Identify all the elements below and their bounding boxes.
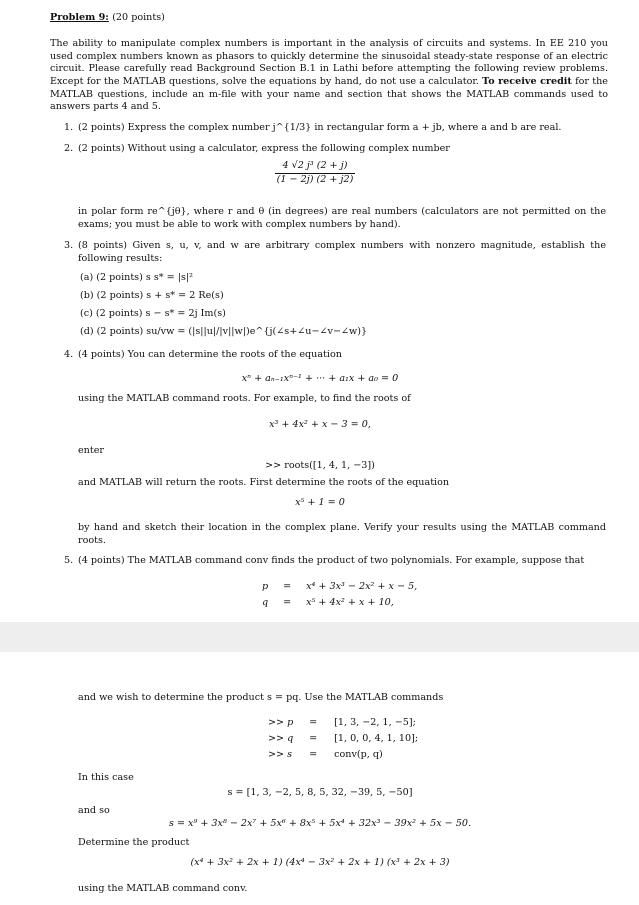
matlab-command-s: >> s = conv(p, q) (268, 749, 383, 760)
polynomial-p-row: p = x⁴ + 3x³ − 2x² + x − 5, (262, 581, 418, 592)
intro-bold: To receive credit (482, 75, 572, 87)
question-4-target-equation: x⁵ + 1 = 0 (295, 497, 345, 508)
fraction-numerator: 4 √2 j³ (2 + j) (275, 160, 356, 174)
problem-title: Problem 9: (50, 12, 109, 23)
question-5-text: (4 points) The MATLAB command conv finds the product of two polynomials. For example, suppose that (78, 555, 585, 566)
question-1-text: (2 points) Express the complex number j^{1/3} in rectangular form a + jb, where a and b are real. (78, 122, 562, 133)
question-4-example-equation: x³ + 4x² + x − 3 = 0, (269, 419, 371, 430)
product-expression: (x⁴ + 3x² + 2x + 1) (4x⁴ − 3x² + 2x + 1) (x³ + 2x + 3) (190, 857, 450, 868)
intro-text: The ability to manipulate complex numbers is important in the analysis of circuits and systems. In EE 210 you used complex numbers known as phasors to quickly determine the sinusoidal steady-state response of an electric circuit. Please carefully read Background Section B.1 in Lathi before attempting the following review problems. Except for the MATLAB questions, solve the equations by hand, do not use a calculator. (50, 38, 608, 87)
question-2-number: 2. (64, 143, 74, 154)
intro-tail: for the MATLAB questions, include an m-file with your name and section that shows the MATLAB commands used to answers parts 4 and 5. (50, 75, 608, 113)
question-3-part-c: (c) (2 points) s − s* = 2j Im(s) (80, 308, 226, 319)
question-3-part-b: (b) (2 points) s + s* = 2 Re(s) (80, 290, 224, 301)
question-4-and: and MATLAB will return the roots. First determine the roots of the equation (78, 477, 450, 488)
using-conv: using the MATLAB command conv. (78, 883, 248, 894)
question-4-enter: enter (78, 445, 104, 456)
question-3-number: 3. (64, 240, 74, 251)
question-2-fraction (250, 160, 380, 186)
determine-product: Determine the product (78, 837, 190, 848)
matlab-command-p: >> p = [1, 3, −2, 1, −5]; (268, 717, 416, 728)
polynomial-p-value: x⁴ + 3x³ − 2x² + x − 5, (306, 581, 418, 592)
question-4-text: (4 points) You can determine the roots of the equation (78, 349, 342, 360)
question-3-part-d: (d) (2 points) su/vw = (|s||u|/|v||w|)e^{j(∠s+∠u−∠v−∠w)} (80, 326, 368, 337)
question-5-number: 5. (64, 555, 74, 566)
question-5-wish: and we wish to determine the product s = pq. Use the MATLAB commands (78, 692, 444, 703)
question-1-number: 1. (64, 122, 74, 133)
question-4-using: using the MATLAB command roots. For example, to find the roots of (78, 393, 411, 404)
polynomial-q-value: x⁵ + 4x² + x + 10, (306, 597, 394, 608)
problem-heading (50, 12, 165, 25)
question-4-by-hand: by hand and sketch their location in the complex plane. Verify your results using the MATLAB command roots. (78, 522, 606, 546)
s-vector: s = [1, 3, −2, 5, 8, 5, 32, −39, 5, −50] (227, 787, 413, 798)
question-4-number: 4. (64, 349, 74, 360)
question-2-text: (2 points) Without using a calculator, express the following complex number (78, 143, 450, 154)
polynomial-q-label: q (262, 597, 269, 608)
in-this-case: In this case (78, 772, 134, 783)
question-2-after: in polar form re^{jθ}, where r and θ (in degrees) are real numbers (calculators are not permitted on the exams; you must be able to work with complex numbers by hand). (78, 206, 606, 230)
matlab-command-q: >> q = [1, 0, 0, 4, 1, 10]; (268, 733, 419, 744)
question-4-command: >> roots([1, 4, 1, −3]) (265, 460, 375, 471)
s-polynomial: s = x⁹ + 3x⁸ − 2x⁷ + 5x⁶ + 8x⁵ + 5x⁴ + 32x³ − 39x² + 5x − 50. (168, 818, 472, 829)
question-4-general-equation: xⁿ + aₙ₋₁xⁿ⁻¹ + ··· + a₁x + a₀ = 0 (241, 373, 399, 384)
page-bottom-section (0, 652, 639, 905)
intro-paragraph (50, 38, 608, 114)
and-so: and so (78, 805, 110, 816)
page-break-gap (0, 622, 639, 652)
polynomial-q-row: q = x⁵ + 4x² + x + 10, (262, 597, 394, 608)
question-3-text: (8 points) Given s, u, v, and w are arbitrary complex numbers with nonzero magnitude, establish the following results: (78, 240, 606, 264)
question-3-part-a: (a) (2 points) s s* = |s|² (80, 272, 193, 283)
polynomial-p-label: p (262, 581, 269, 592)
fraction-denominator: (1 − 2j) (2 + j2) (276, 173, 354, 185)
problem-points: (20 points) (112, 12, 165, 23)
